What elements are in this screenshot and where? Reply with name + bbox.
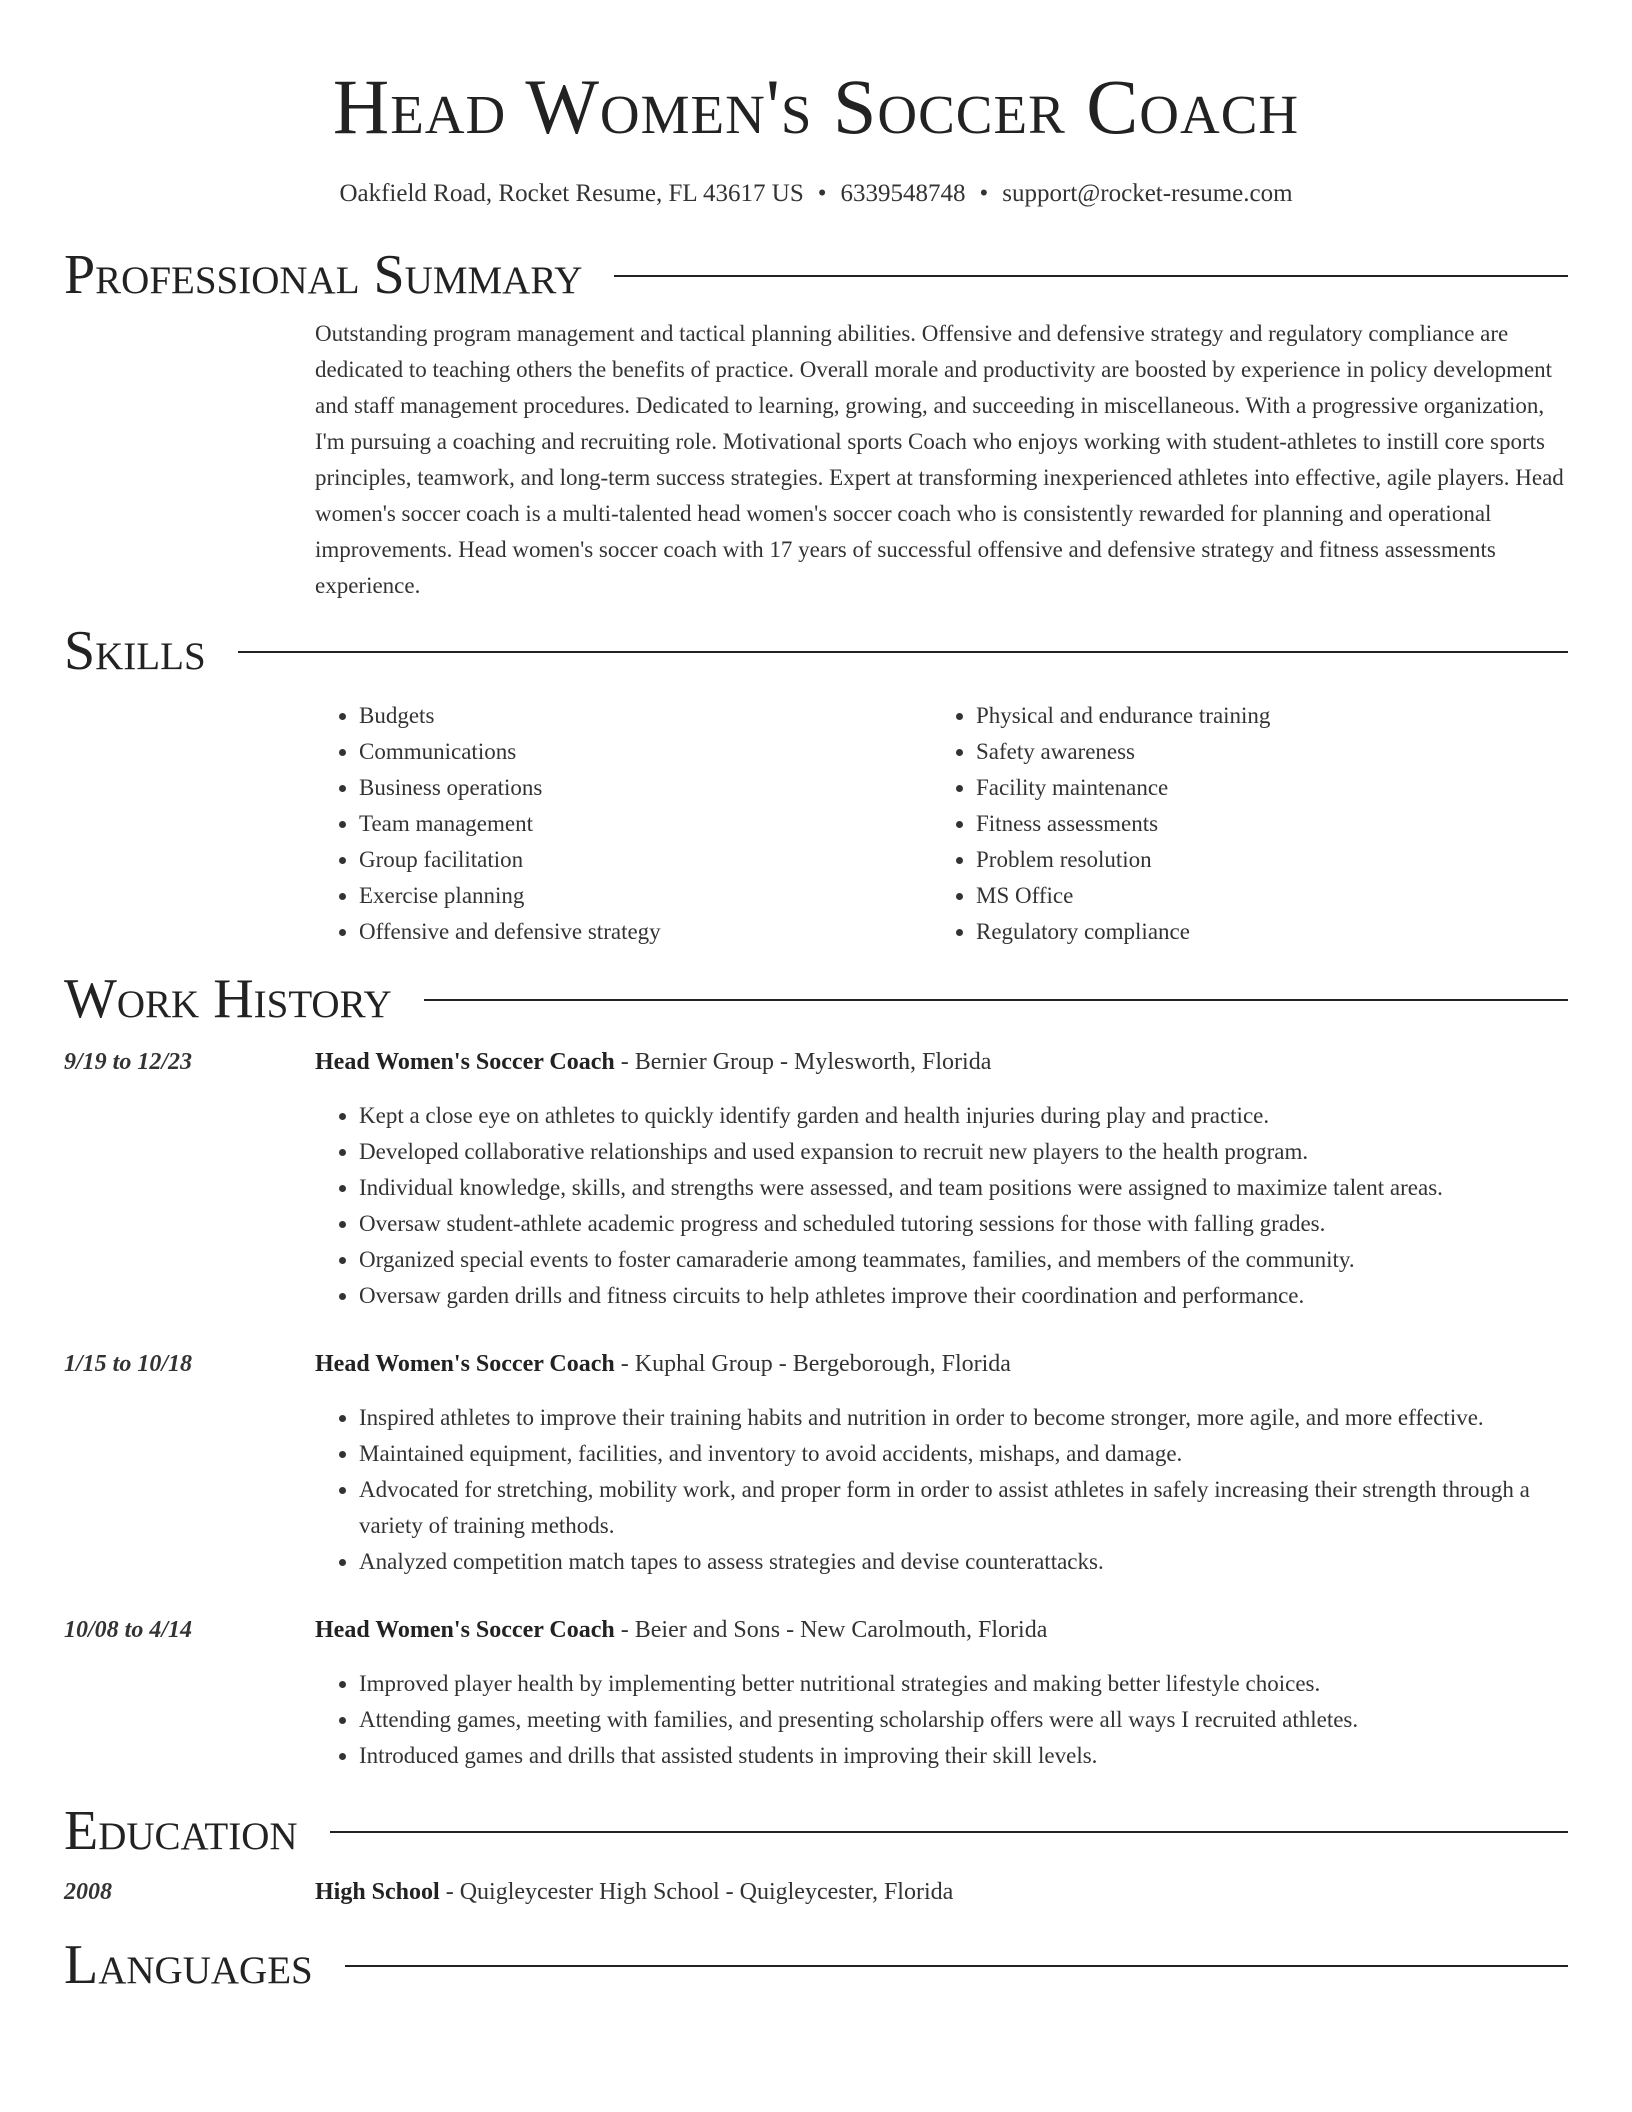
work-bullets [315, 1098, 1568, 1314]
summary-text: Outstanding program management and tactical planning abilities. Offensive and defensive strategy and regulatory compliance are dedicated to teaching others the benefits of practice. Overall morale and productivity are boosted by experience in policy development and staff management procedures. Dedicated to learning, growing, and succeeding in miscellaneous. With a progressive organization, I'm pursuing a coaching and recruiting role. Motivational sports Coach who enjoys working with student-athletes to instill core sports principles, teamwork, and long-term success strategies. Expert at transforming inexperienced athletes into effective, agile players. Head women's soccer coach is a multi-talented head women's soccer coach who is consistently rewarded for planning and operational improvements. Head women's soccer coach with 17 years of successful offensive and defensive strategy and fitness assessments experience. [315, 321, 1564, 598]
work-bullet: • Improved player health by implementing better nutritional strategies and making better lifestyle choices. [359, 1666, 1568, 1702]
section-divider [345, 1965, 1568, 1967]
contact-email: support@rocket-resume.com [1002, 180, 1293, 207]
work-title-line [315, 1044, 1568, 1080]
skills-section-header [64, 618, 1568, 684]
skill-item: • Regulatory compliance [976, 914, 1549, 950]
skill-item: • Problem resolution [976, 842, 1549, 878]
languages-section-header [64, 1932, 1568, 1998]
work-bullet: • Organized special events to foster camaraderie among teammates, families, and members of the community. [359, 1242, 1568, 1278]
skill-item: • Offensive and defensive strategy [359, 914, 932, 950]
work-dates: 9/19 to 12/23 [64, 1049, 193, 1075]
work-bullet: • Maintained equipment, facilities, and inventory to avoid accidents, mishaps, and damage. [359, 1436, 1568, 1472]
contact-phone: 6339548748 [840, 180, 966, 207]
job-employer: - Kuphal Group - Bergeborough, Florida [614, 1351, 1011, 1377]
job-title: Head Women's Soccer Coach [315, 1617, 615, 1643]
skill-item: • Physical and endurance training [976, 698, 1549, 734]
skill-item: • Team management [359, 806, 932, 842]
work-entry [64, 1612, 1568, 1774]
contact-line [64, 178, 1568, 210]
job-title: Head Women's Soccer Coach [315, 1351, 615, 1377]
summary-section-title: Professional Summary [64, 244, 583, 306]
work-bullet: • Oversaw garden drills and fitness circuits to help athletes improve their coordination and performance. [359, 1278, 1568, 1314]
skill-item: • Exercise planning [359, 878, 932, 914]
work-dates: 10/08 to 4/14 [64, 1617, 193, 1643]
work-title-line [315, 1346, 1568, 1382]
education-line [315, 1874, 1568, 1910]
work-bullets [315, 1666, 1568, 1774]
contact-address: Oakfield Road, Rocket Resume, FL 43617 US [339, 180, 804, 207]
section-divider [330, 1831, 1568, 1833]
work-entry [64, 1346, 1568, 1580]
skill-item: • MS Office [976, 878, 1549, 914]
education-school: - Quigleycester High School - Quigleycester, Florida [439, 1879, 954, 1905]
work-entry [64, 1044, 1568, 1314]
contact-separator: • [979, 180, 989, 207]
education-year: 2008 [64, 1879, 112, 1905]
work-section-title: Work History [64, 968, 392, 1030]
work-section-header [64, 966, 1568, 1032]
section-divider [238, 651, 1568, 653]
job-title: Head Women's Soccer Coach [315, 1049, 615, 1075]
skill-item: • Safety awareness [976, 734, 1549, 770]
skill-item: • Communications [359, 734, 932, 770]
skills-section-title: Skills [64, 620, 206, 682]
work-bullet: • Analyzed competition match tapes to assess strategies and devise counterattacks. [359, 1544, 1568, 1580]
skills-list [315, 698, 1568, 950]
work-bullet: • Developed collaborative relationships and used expansion to recruit new players to the health program. [359, 1134, 1568, 1170]
skills-column-left [315, 698, 932, 950]
job-employer: - Bernier Group - Mylesworth, Florida [614, 1049, 992, 1075]
work-bullet: • Oversaw student-athlete academic progress and scheduled tutoring sessions for those with falling grades. [359, 1206, 1568, 1242]
work-bullets [315, 1400, 1568, 1580]
work-bullet: • Individual knowledge, skills, and strengths were assessed, and team positions were assigned to maximize talent areas. [359, 1170, 1568, 1206]
work-bullet: • Kept a close eye on athletes to quickly identify garden and health injuries during play and practice. [359, 1098, 1568, 1134]
work-dates: 1/15 to 10/18 [64, 1351, 193, 1377]
job-employer: - Beier and Sons - New Carolmouth, Florida [614, 1617, 1048, 1643]
skill-item: • Group facilitation [359, 842, 932, 878]
education-section-title: Education [64, 1800, 298, 1862]
education-section-header [64, 1798, 1568, 1864]
resume-name: Head Women's Soccer Coach [332, 63, 1300, 150]
work-bullet: • Advocated for stretching, mobility work, and proper form in order to assist athletes in safely increasing their strength through a variety of training methods. [359, 1472, 1568, 1544]
contact-separator: • [817, 180, 827, 207]
skills-column-right [932, 698, 1549, 950]
section-divider [614, 275, 1568, 277]
work-bullet: • Introduced games and drills that assisted students in improving their skill levels. [359, 1738, 1568, 1774]
work-title-line [315, 1612, 1568, 1648]
resume-page [64, 0, 1568, 1998]
section-divider [424, 999, 1568, 1001]
skill-item: • Fitness assessments [976, 806, 1549, 842]
work-bullet: • Attending games, meeting with families, and presenting scholarship offers were all ways I recruited athletes. [359, 1702, 1568, 1738]
education-degree: High School [315, 1879, 440, 1905]
languages-section-title: Languages [64, 1934, 313, 1996]
education-entry [64, 1874, 1568, 1910]
work-bullet: • Inspired athletes to improve their training habits and nutrition in order to become stronger, more agile, and more effective. [359, 1400, 1568, 1436]
skill-item: • Budgets [359, 698, 932, 734]
skill-item: • Business operations [359, 770, 932, 806]
summary-section-header [64, 242, 1568, 308]
skill-item: • Facility maintenance [976, 770, 1549, 806]
